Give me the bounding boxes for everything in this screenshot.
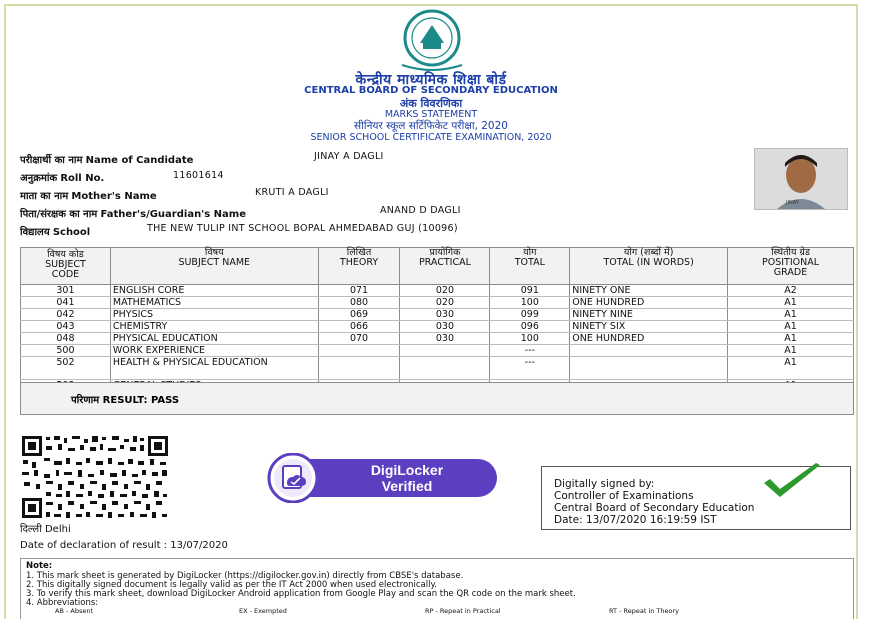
board-name-english: CENTRAL BOARD OF SECONDARY EDUCATION [304, 85, 558, 96]
header-subject-code: विषय कोड SUBJECT CODE [21, 248, 111, 285]
total-marks: 099 [490, 309, 570, 321]
candidate-name: JINAY A DAGLI [314, 151, 384, 162]
subject-name: PHYSICS [110, 309, 318, 321]
digilocker-badge [261, 453, 501, 503]
qr-code [20, 434, 170, 520]
note-item: 4. Abbreviations: [26, 598, 99, 608]
table-row [21, 297, 854, 309]
subject-code: 500 [21, 345, 111, 357]
notes-section [20, 558, 854, 619]
abbreviation: RT - Repeat in Theory [609, 607, 680, 615]
table-row [21, 345, 854, 357]
subject-name: MATHEMATICS [110, 297, 318, 309]
positional-grade: A1 [728, 345, 854, 357]
declaration-date: Date of declaration of result : 13/07/2020 [20, 540, 228, 551]
subject-code: 048 [21, 333, 111, 345]
header-subject-name: विषय SUBJECT NAME [110, 248, 318, 285]
notes-title: Note: [26, 561, 53, 571]
signature-line1: Digitally signed by: [554, 478, 655, 490]
candidate-photo [754, 148, 848, 210]
theory-marks: 071 [318, 285, 400, 297]
practical-marks: 030 [400, 309, 490, 321]
subject-code: 502 [21, 357, 111, 380]
note-item: 1. This mark sheet is generated by DigiLocker (https://digilocker.gov.in) directly from CBSE's database. [26, 571, 464, 581]
practical-marks: 020 [400, 297, 490, 309]
candidate-name-label: परीक्षार्थी का नाम Name of Candidate [20, 155, 194, 166]
father-name: ANAND D DAGLI [380, 205, 461, 216]
note-item: 3. To verify this mark sheet, download DigiLocker Android application from Google Play and scan the QR code on the mark sheet. [26, 589, 576, 599]
subject-name: CHEMISTRY [110, 321, 318, 333]
total-in-words: ONE HUNDRED [570, 297, 728, 309]
subject-code: 042 [21, 309, 111, 321]
theory-marks [318, 345, 400, 357]
exam-title-english: SENIOR SCHOOL CERTIFICATE EXAMINATION, 2020 [310, 132, 552, 143]
table-row [21, 309, 854, 321]
table-row [21, 333, 854, 345]
total-in-words: NINETY ONE [570, 285, 728, 297]
practical-marks: 030 [400, 321, 490, 333]
total-marks: 091 [490, 285, 570, 297]
total-in-words: ONE HUNDRED [570, 333, 728, 345]
abbreviation: RP - Repeat in Practical [425, 607, 501, 615]
total-in-words: NINETY SIX [570, 321, 728, 333]
total-marks: --- [490, 357, 570, 380]
board-name-hindi: केन्द्रीय माध्यमिक शिक्षा बोर्ड [355, 72, 507, 88]
total-marks: --- [490, 345, 570, 357]
total-in-words [570, 357, 728, 380]
checkmark-icon [760, 461, 824, 501]
marks-statement [4, 4, 858, 619]
theory-marks: 066 [318, 321, 400, 333]
header-theory: लिखित THEORY [318, 248, 400, 285]
theory-marks: 069 [318, 309, 400, 321]
subject-name: WORK EXPERIENCE [110, 345, 318, 357]
digital-signature-box [541, 466, 851, 530]
total-marks: 096 [490, 321, 570, 333]
place-of-issue: दिल्ली Delhi [20, 524, 71, 535]
header-total-words: योग (शब्दों में) TOTAL (IN WORDS) [570, 248, 728, 285]
total-marks: 100 [490, 333, 570, 345]
roll-number: 11601614 [173, 170, 224, 181]
subject-code: 041 [21, 297, 111, 309]
note-item: 2. This digitally signed document is legally valid as per the IT Act 2000 when used electronically. [26, 580, 438, 590]
total-marks: 100 [490, 297, 570, 309]
theory-marks [318, 357, 400, 380]
result-text: परिणाम RESULT: PASS [71, 395, 180, 406]
statement-title-hindi: अंक विवरणिका [399, 97, 463, 110]
positional-grade: A1 [728, 333, 854, 345]
abbreviation: AB - Absent [55, 607, 94, 615]
table-row [21, 285, 854, 297]
practical-marks [400, 357, 490, 380]
signature-line4: Date: 13/07/2020 16:19:59 IST [554, 514, 717, 526]
table-row [21, 357, 854, 380]
school-label: विद्यालय School [20, 227, 91, 238]
subject-name: PHYSICAL EDUCATION [110, 333, 318, 345]
digilocker-line1: DigiLocker [370, 462, 444, 478]
result-row [20, 382, 854, 415]
subject-name: ENGLISH CORE [110, 285, 318, 297]
table-row [21, 321, 854, 333]
table-header-row [21, 248, 854, 285]
positional-grade: A2 [728, 285, 854, 297]
positional-grade: A1 [728, 297, 854, 309]
header-positional-grade: स्थितीय ग्रेड POSITIONAL GRADE [728, 248, 854, 285]
theory-marks: 080 [318, 297, 400, 309]
positional-grade: A1 [728, 309, 854, 321]
practical-marks [400, 345, 490, 357]
practical-marks: 020 [400, 285, 490, 297]
header-practical: प्रायोगिक PRACTICAL [400, 248, 490, 285]
school-name: THE NEW TULIP INT SCHOOL BOPAL AHMEDABAD GUJ (10096) [147, 223, 458, 234]
total-in-words: NINETY NINE [570, 309, 728, 321]
roll-number-label: अनुक्रमांक Roll No. [20, 173, 105, 184]
abbreviation: EX - Exempted [239, 607, 287, 615]
mother-name: KRUTI A DAGLI [255, 187, 329, 198]
positional-grade: A1 [728, 321, 854, 333]
marks-table [20, 247, 854, 392]
subject-code: 043 [21, 321, 111, 333]
statement-title-english: MARKS STATEMENT [384, 109, 478, 120]
mother-name-label: माता का नाम Mother's Name [20, 191, 157, 202]
digilocker-line2: Verified [381, 478, 433, 494]
signature-line2: Controller of Examinations [554, 490, 694, 502]
header-total: योग TOTAL [490, 248, 570, 285]
positional-grade: A1 [728, 357, 854, 380]
total-in-words [570, 345, 728, 357]
father-name-label: पिता/संरक्षक का नाम Father's/Guardian's Name [20, 209, 246, 220]
exam-title-hindi: सीनियर स्कूल सर्टिफिकेट परीक्षा, 2020 [354, 120, 508, 132]
photo-caption: JINAY [786, 200, 799, 206]
practical-marks: 030 [400, 333, 490, 345]
theory-marks: 070 [318, 333, 400, 345]
subject-code: 301 [21, 285, 111, 297]
subject-name: HEALTH & PHYSICAL EDUCATION [110, 357, 318, 380]
cbse-logo [390, 9, 474, 71]
signature-line3: Central Board of Secondary Education [554, 502, 755, 514]
